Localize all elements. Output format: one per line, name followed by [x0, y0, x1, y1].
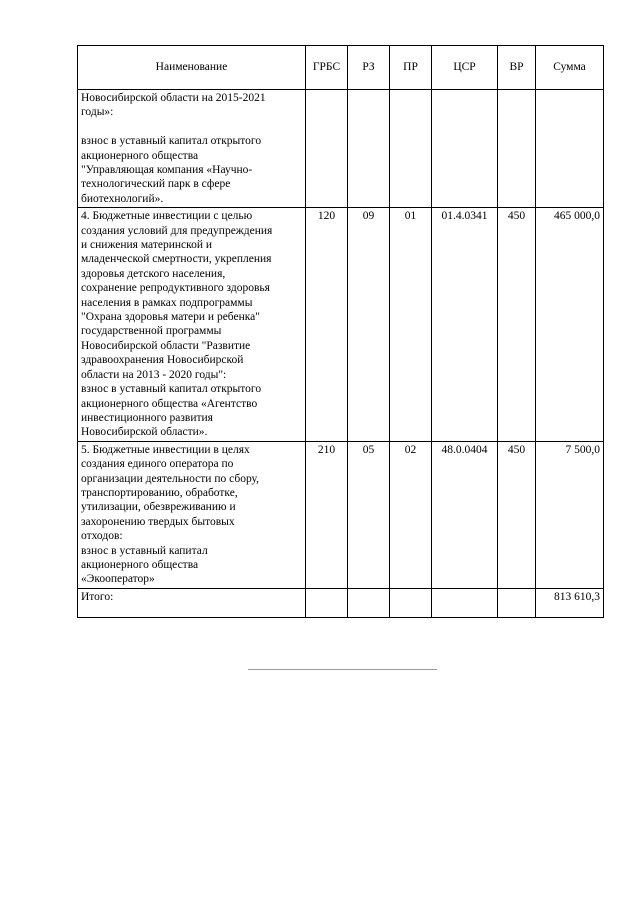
row-cont-pr — [390, 90, 432, 208]
total-pr — [390, 588, 432, 617]
table-row — [78, 441, 604, 588]
row4-rz: 09 — [348, 208, 390, 442]
name-line: и снижения материнской и — [81, 239, 213, 252]
name-line: утилизации, обезвреживанию и — [81, 501, 236, 514]
header-rz: РЗ — [348, 46, 390, 90]
name-line: "Управляющая компания «Научно- — [81, 164, 253, 177]
name-line: создания условий для предупреждения — [81, 224, 273, 237]
row5-vr: 450 — [498, 441, 536, 588]
name-line: "Охрана здоровья матери и ребенка" — [81, 311, 260, 324]
row5-csr: 48.0.0404 — [432, 441, 498, 588]
row4-vr: 450 — [498, 208, 536, 442]
total-label: Итого: — [78, 588, 306, 617]
name-line: 5. Бюджетные инвестиции в целях — [81, 443, 250, 456]
row4-sum: 465 000,0 — [536, 208, 604, 442]
name-line: Новосибирской области». — [81, 426, 208, 439]
name-line: сохранение репродуктивного здоровья — [81, 282, 270, 295]
table-header-row — [78, 46, 604, 90]
row4-grbs: 120 — [306, 208, 348, 442]
table-row — [78, 208, 604, 442]
row4-pr: 01 — [390, 208, 432, 442]
name-line: взнос в уставный капитал открытого — [81, 383, 262, 396]
total-row — [78, 588, 604, 617]
total-vr — [498, 588, 536, 617]
name-line: «Экооператор» — [81, 573, 155, 586]
row-cont-name — [78, 90, 306, 208]
name-line: отходов: — [81, 530, 123, 543]
header-pr: ПР — [390, 46, 432, 90]
row-cont-grbs — [306, 90, 348, 208]
name-line: Новосибирской области "Развитие — [81, 339, 251, 352]
name-line: государственной программы — [81, 325, 222, 338]
name-line: годы»: — [81, 106, 114, 119]
total-csr — [432, 588, 498, 617]
row4-csr: 01.4.0341 — [432, 208, 498, 442]
name-line: младенческой смертности, укрепления — [81, 253, 272, 266]
row5-sum: 7 500,0 — [536, 441, 604, 588]
header-vr: ВР — [498, 46, 536, 90]
name-line — [81, 120, 302, 134]
budget-investments-table — [77, 45, 604, 618]
row-cont-sum — [536, 90, 604, 208]
total-sum: 813 610,3 — [536, 588, 604, 617]
row-cont-csr — [432, 90, 498, 208]
name-line: взнос в уставный капитал открытого — [81, 135, 262, 148]
row4-name — [78, 208, 306, 442]
header-name: Наименование — [78, 46, 306, 90]
row5-grbs: 210 — [306, 441, 348, 588]
end-divider-line — [248, 669, 437, 670]
total-rz — [348, 588, 390, 617]
name-line: технологический парк в сфере — [81, 178, 231, 191]
header-csr: ЦСР — [432, 46, 498, 90]
row-cont-vr — [498, 90, 536, 208]
row5-name — [78, 441, 306, 588]
name-line: биотехнологий». — [81, 192, 164, 205]
name-line: транспортированию, обработке, — [81, 486, 238, 499]
row-cont-rz — [348, 90, 390, 208]
name-line: акционерного общества — [81, 149, 199, 162]
name-line: 4. Бюджетные инвестиции с целью — [81, 210, 253, 223]
name-line: акционерного общества «Агентство — [81, 397, 258, 410]
name-line: взнос в уставный капитал — [81, 544, 208, 557]
name-line: захоронению твердых бытовых — [81, 515, 235, 528]
name-line: области на 2013 - 2020 годы": — [81, 368, 227, 381]
name-line: инвестиционного развития — [81, 411, 213, 424]
header-sum: Сумма — [536, 46, 604, 90]
name-line: здравоохранения Новосибирской — [81, 354, 244, 367]
name-line: акционерного общества — [81, 558, 199, 571]
row5-pr: 02 — [390, 441, 432, 588]
name-line: создания единого оператора по — [81, 458, 234, 471]
total-grbs — [306, 588, 348, 617]
row5-rz: 05 — [348, 441, 390, 588]
header-grbs: ГРБС — [306, 46, 348, 90]
name-line: здоровья детского населения, — [81, 267, 226, 280]
name-line: организации деятельности по сбору, — [81, 472, 260, 485]
table-row — [78, 90, 604, 208]
name-line: населения в рамках подпрограммы — [81, 296, 253, 309]
name-line: Новосибирской области на 2015-2021 — [81, 92, 266, 104]
